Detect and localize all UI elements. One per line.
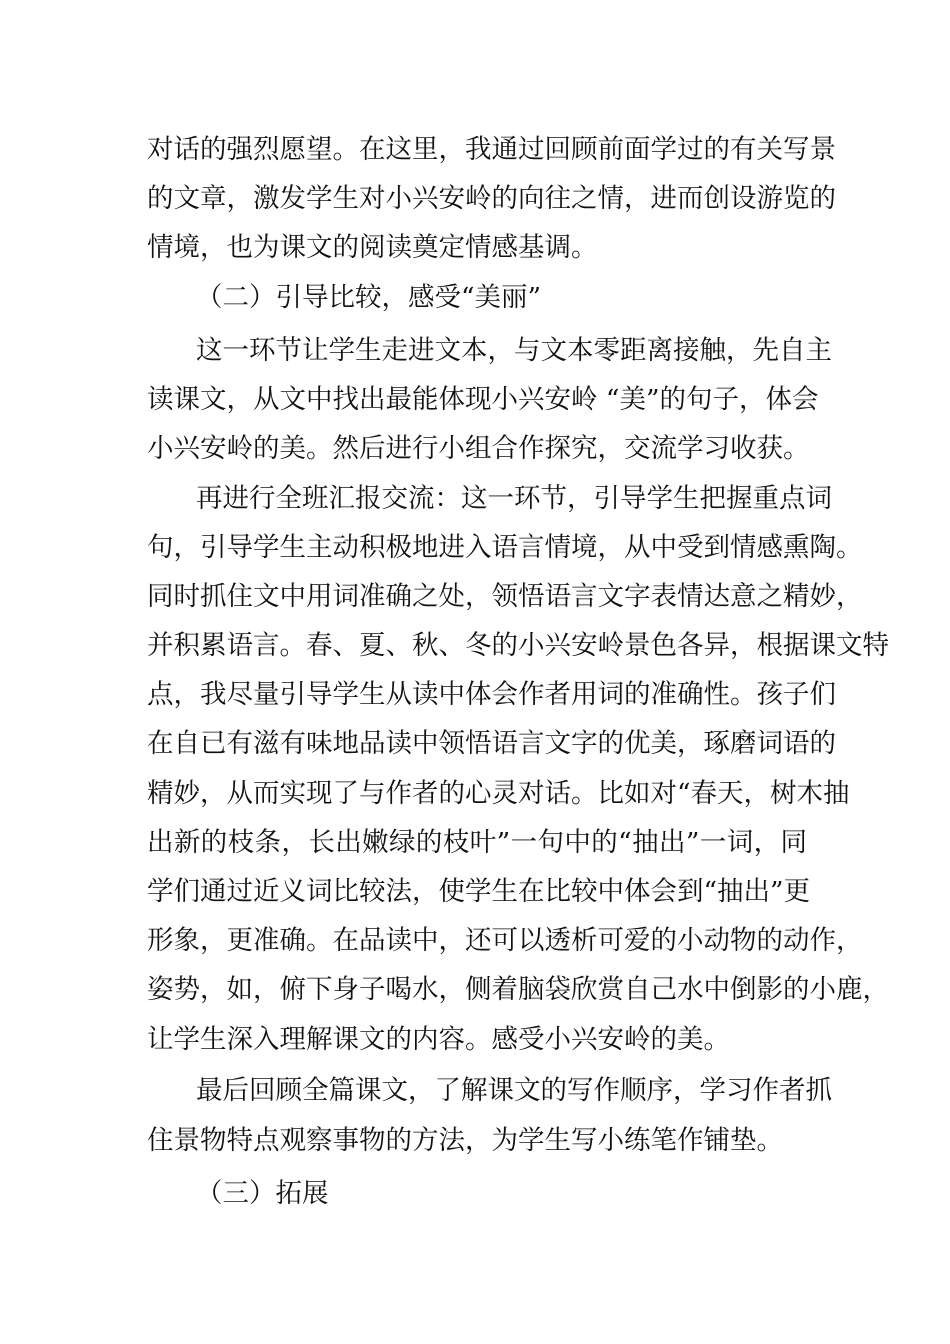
body-line: 读课文，从文中找出最能体现小兴安岭 “美”的句子，体会 (147, 384, 819, 415)
body-line: 点，我尽量引导学生从读中体会作者用词的准确性。孩子们 (147, 679, 836, 710)
body-line: 形象，更准确。在品读中，还可以透析可爱的小动物的动作， (147, 925, 863, 956)
body-line: 情境，也为课文的阅读奠定情感基调。 (147, 232, 598, 263)
body-line: 让学生深入理解课文的内容。感受小兴安岭的美。 (147, 1024, 730, 1055)
body-line: 的文章，激发学生对小兴安岭的向往之情，进而创设游览的 (147, 183, 836, 214)
section-heading: （二）引导比较，感受“美丽” (196, 282, 542, 313)
body-line: 同时抓住文中用词准确之处，领悟语言文字表情达意之精妙， (147, 581, 863, 612)
body-line: 出新的枝条，长出嫩绿的枝叶”一句中的“抽出”一词，同 (147, 827, 807, 858)
body-line: 小兴安岭的美。然后进行小组合作探究，交流学习收获。 (147, 433, 810, 464)
body-line: 句，引导学生主动积极地进入语言情境，从中受到情感熏陶。 (147, 532, 863, 563)
body-line: 在自已有滋有味地品读中领悟语言文字的优美，琢磨词语的 (147, 728, 836, 759)
body-line: 再进行全班汇报交流：这一环节，引导学生把握重点词 (196, 483, 832, 514)
body-line: 最后回顾全篇课文，了解课文的写作顺序，学习作者抓 (196, 1075, 832, 1106)
section-heading: （三）拓展 (196, 1178, 329, 1209)
body-line: 学们通过近义词比较法，使学生在比较中体会到“抽出”更 (147, 876, 811, 907)
body-line: 这一环节让学生走进文本，与文本零距离接触，先自主 (196, 335, 832, 366)
body-line: 精妙，从而实现了与作者的心灵对话。比如对“春天，树木抽 (147, 778, 850, 809)
body-line: 对话的强烈愿望。在这里，我通过回顾前面学过的有关写景 (147, 134, 836, 165)
body-line: 并积累语言。春、夏、秋、冬的小兴安岭景色各异，根据课文特 (147, 630, 889, 661)
body-line: 姿势，如，俯下身子喝水，侧着脑袋欣赏自己水中倒影的小鹿， (147, 974, 889, 1005)
body-line: 住景物特点观察事物的方法，为学生写小练笔作铺垫。 (147, 1125, 783, 1156)
